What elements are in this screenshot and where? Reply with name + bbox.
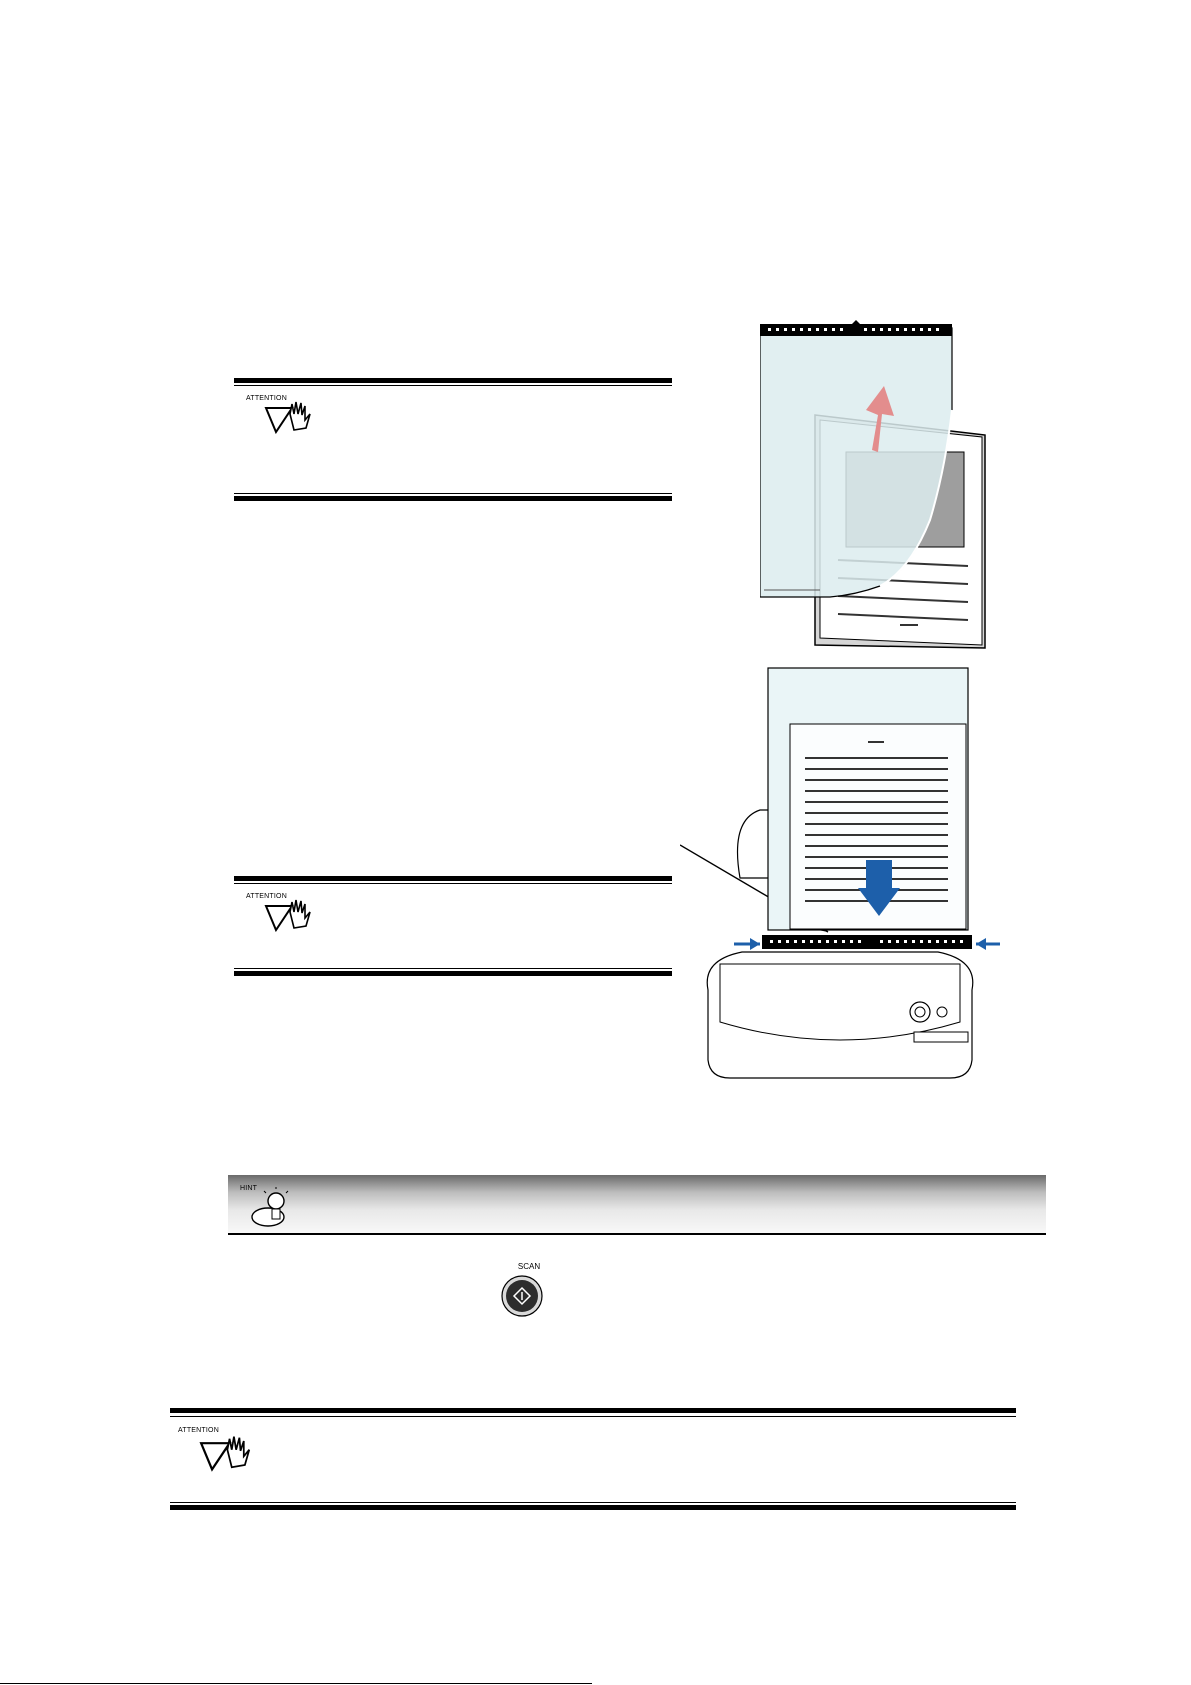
- carrier-sheet-illustration: [760, 320, 990, 650]
- attention-icon: ATTENTION: [246, 888, 316, 932]
- attention-box-3: [170, 1408, 1016, 1512]
- top-rule-thin: [234, 385, 672, 386]
- scan-button: [500, 1262, 546, 1318]
- hint-bottom-rule: [228, 1233, 1046, 1235]
- attention-box-1: [234, 378, 672, 503]
- attention-box-2: [234, 876, 672, 976]
- bottom-rule: [170, 1505, 1016, 1510]
- bottom-rule-thin: [234, 493, 672, 494]
- footer-rule: [0, 1683, 592, 1684]
- top-rule: [170, 1408, 1016, 1413]
- top-rule-thin: [234, 883, 672, 884]
- top-rule: [234, 378, 672, 383]
- bottom-rule: [234, 496, 672, 501]
- hint-icon: HINT: [240, 1185, 300, 1229]
- attention-icon: ATTENTION: [246, 390, 316, 434]
- hint-bar: [228, 1175, 1046, 1233]
- attention-icon: ATTENTION: [178, 1422, 258, 1472]
- bottom-rule-thin: [234, 968, 672, 969]
- top-rule: [234, 876, 672, 881]
- top-rule-thin: [170, 1416, 1016, 1417]
- hint-box: [228, 1175, 1046, 1237]
- scanner-loading-illustration: [680, 660, 1000, 1090]
- scan-icon: [500, 1272, 546, 1318]
- scan-button-label: SCAN: [517, 1262, 541, 1271]
- bottom-rule: [234, 971, 672, 976]
- bottom-rule-thin: [170, 1502, 1016, 1503]
